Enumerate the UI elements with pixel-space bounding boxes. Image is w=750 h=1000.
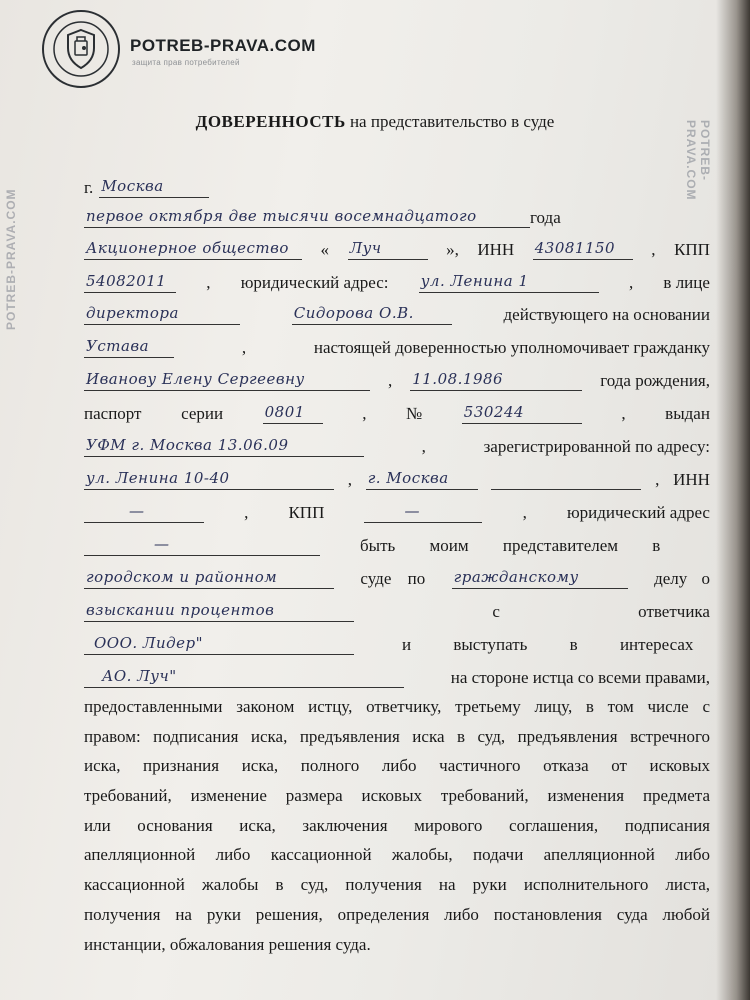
legal-address2-field <box>84 533 320 556</box>
org-row <box>84 232 710 260</box>
title-rest: на представительство в суде <box>345 112 555 131</box>
date-field <box>84 205 530 228</box>
number-label: № <box>406 404 423 423</box>
comma: , <box>362 404 367 423</box>
body-line: апелляционной либо кассационной жалобы, подачи апелляционной либо <box>84 845 710 865</box>
city-field <box>99 175 209 198</box>
comma: , <box>655 470 660 489</box>
court-row <box>84 561 710 589</box>
date-value: первое октября две тысячи восемнадцатого <box>86 207 477 225</box>
comma: , <box>621 404 626 423</box>
body-line: или основания иска, заключения мирового соглашения, подписания <box>84 815 710 835</box>
page-edge-shadow <box>716 0 750 1000</box>
shield-logo-icon <box>40 8 122 90</box>
birth-date-field <box>410 368 582 391</box>
position-value: директора <box>86 304 179 322</box>
logo-name[interactable]: POTREB-PRAVA.COM <box>130 36 316 55</box>
comma: , <box>241 338 247 357</box>
city-value: Москва <box>101 177 164 195</box>
case-type-value: гражданскому <box>453 568 579 586</box>
court-value: городском и районном <box>86 568 278 586</box>
birth-date-value: 11.08.1986 <box>412 370 504 388</box>
document-title <box>0 112 750 132</box>
city-prefix: г. <box>84 178 94 197</box>
kpp-value: 54082011 <box>86 272 167 290</box>
be-rep-text <box>360 536 710 556</box>
birth-label: года рождения, <box>600 371 710 390</box>
inn2-row <box>84 495 710 523</box>
legal-address2-label: юридический адрес <box>566 503 710 522</box>
be-rep-row <box>84 528 710 556</box>
year-word: года <box>530 208 561 227</box>
comma: , <box>628 273 634 292</box>
rep-city-field <box>366 467 478 490</box>
legal-address2-dash: — <box>154 535 170 553</box>
org-name-field <box>348 237 428 260</box>
kpp2-dash: — <box>404 502 420 520</box>
inn-value: 43081150 <box>534 239 616 257</box>
kpp2-label: КПП <box>288 503 325 522</box>
director-field <box>292 302 452 325</box>
body-line: правом: подписания иска, предъявления иска в суд, предъявления встречного <box>84 726 710 746</box>
legal-address-field <box>419 270 599 293</box>
body-line: иска, признания иска, полного либо частичного отказа от исковых <box>84 756 710 776</box>
body-line: кассационной жалобы в суд, получения на руки исполнительного листа, <box>84 875 710 895</box>
court-field <box>84 566 334 589</box>
issued-by-value: УФМ г. Москва 13.06.09 <box>86 436 289 454</box>
comma: , <box>651 240 656 259</box>
watermark-left: POTREB-PRAVA.COM <box>4 188 18 330</box>
inn2-label: ИНН <box>673 470 710 489</box>
number-value: 530244 <box>463 403 525 421</box>
rep-name-value: Иванову Елену Сергеевну <box>86 370 305 388</box>
body-line: предоставленными законом истцу, ответчику, третьему лицу, в том числе с <box>84 697 710 716</box>
powers-paragraph <box>84 692 710 959</box>
rep-city-value: г. Москва <box>367 469 449 487</box>
title-main: ДОВЕРЕННОСТЬ <box>195 112 346 131</box>
inn2-field <box>84 500 204 523</box>
issued-by-field <box>84 434 364 457</box>
basis-field <box>84 335 174 358</box>
side-label: на стороне истца со всеми правами, <box>450 668 710 687</box>
interest-words: и выступать в интересах <box>402 635 694 654</box>
date-row <box>84 200 710 228</box>
issued-label: выдан <box>665 404 710 423</box>
case-subject-value: взыскании процентов <box>86 601 275 619</box>
number-field <box>462 401 582 424</box>
passport-label: паспорт <box>84 404 142 423</box>
defendant-value: ООО. Лидер" <box>94 634 203 652</box>
comma: , <box>244 503 249 522</box>
in-person-label: в лице <box>663 273 710 292</box>
comma: , <box>347 470 352 489</box>
defendant-field <box>84 632 354 655</box>
city-row <box>84 170 710 198</box>
passport-row <box>84 396 710 424</box>
court-label: суде по <box>360 569 426 588</box>
rep-address-row <box>84 462 710 490</box>
legal-address-value: ул. Ленина 1 <box>420 272 529 290</box>
rep-address-value: ул. Ленина 10-40 <box>86 469 230 487</box>
case-subject-field <box>84 599 354 622</box>
quote-close: », <box>446 240 459 259</box>
inn-label: ИНН <box>477 240 515 259</box>
interest-text <box>402 635 710 655</box>
body-line: инстанции, обжалования решения суда. <box>84 934 371 954</box>
kpp2-field <box>364 500 482 523</box>
rep-name-row <box>84 363 710 391</box>
director-row <box>84 297 710 325</box>
director-value: Сидорова О.В. <box>293 304 414 322</box>
comma: , <box>206 273 211 292</box>
org-form-value: Акционерное общество <box>86 239 289 257</box>
position-field <box>84 302 240 325</box>
from-label: с <box>492 602 500 621</box>
authorizes-text: настоящей доверенностью уполномочивает гражданку <box>313 338 710 357</box>
rep-address-field <box>84 467 334 490</box>
body-line: требований, изменение размера исковых требований, изменения предмета <box>84 786 710 806</box>
basis-row <box>84 330 710 358</box>
comma: , <box>421 437 426 456</box>
defendant-row <box>84 627 710 655</box>
defendant-label: ответчика <box>638 602 710 621</box>
watermark-right: POTREB-PRAVA.COM <box>684 120 712 201</box>
comma: , <box>387 371 393 390</box>
comma: , <box>522 503 527 522</box>
blank-field <box>491 467 641 490</box>
case-label: делу о <box>654 569 710 588</box>
principal-value: АО. Луч" <box>102 667 177 685</box>
be-rep-words: быть моим представителем в <box>360 536 661 555</box>
org-name-value: Луч <box>349 239 382 257</box>
inn-field <box>533 237 633 260</box>
case-type-field <box>452 566 628 589</box>
basis-value: Устава <box>86 337 150 355</box>
series-field <box>263 401 323 424</box>
acting-basis-label: действующего на основании <box>503 305 710 324</box>
principal-row <box>84 660 710 688</box>
kpp-row <box>84 265 710 293</box>
body-line: получения на руки решения, определения либо постановления суда любой <box>84 904 710 924</box>
series-value: 0801 <box>264 403 305 421</box>
org-form-field <box>84 237 302 260</box>
rep-name-field <box>84 368 370 391</box>
legal-address-label: юридический адрес: <box>240 273 389 292</box>
principal-field <box>84 665 404 688</box>
logo-tagline: защита прав потребителей <box>132 58 240 67</box>
kpp-label: КПП <box>674 240 710 259</box>
registered-label: зарегистрированной по адресу: <box>483 437 710 456</box>
issued-row <box>84 429 710 457</box>
kpp-field <box>84 270 176 293</box>
case-subject-row <box>84 594 710 622</box>
inn2-dash: — <box>129 502 145 520</box>
quote-open: « <box>320 240 330 259</box>
series-label: серии <box>181 404 224 423</box>
